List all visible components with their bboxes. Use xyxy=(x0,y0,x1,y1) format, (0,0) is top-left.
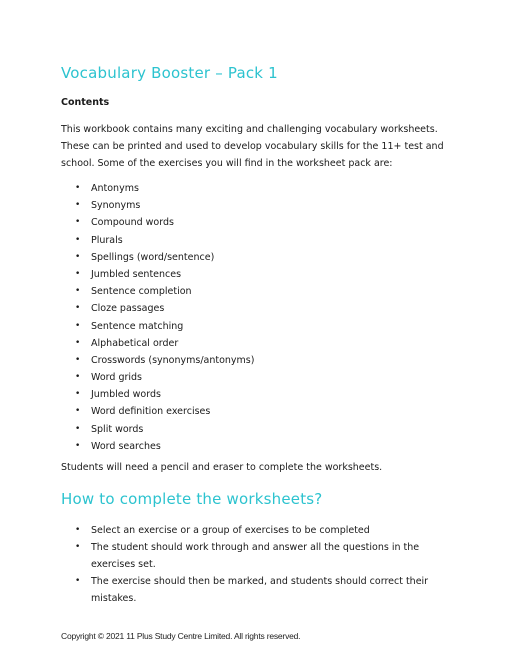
list-item-label: Crosswords (synonyms/antonyms) xyxy=(91,354,255,366)
list-item-label: Split words xyxy=(91,423,144,435)
list-item-label: Cloze passages xyxy=(91,303,165,315)
bullet-icon: • xyxy=(75,576,81,586)
list-item-label: Sentence completion xyxy=(91,286,192,298)
bullet-icon: • xyxy=(75,372,81,383)
list-item-label: Word grids xyxy=(91,372,142,384)
bullet-icon: • xyxy=(75,303,81,314)
list-item-label: Antonyms xyxy=(91,183,139,194)
bullet-icon: • xyxy=(75,234,81,245)
list-item xyxy=(75,300,254,317)
step-text-line: mistakes. xyxy=(91,593,137,604)
list-item-label: Jumbled sentences xyxy=(91,268,182,280)
bullet-icon: • xyxy=(75,217,81,228)
list-item xyxy=(75,318,254,335)
list-item-label: Sentence matching xyxy=(91,320,184,332)
list-item-label: Alphabetical order xyxy=(91,337,179,349)
list-item xyxy=(75,283,254,300)
bullet-icon: • xyxy=(75,406,81,417)
bullet-icon: • xyxy=(75,320,81,331)
list-item-label: Plurals xyxy=(91,234,123,246)
bullet-icon: • xyxy=(75,542,81,552)
step-text-line: The student should work through and answer all the questions in the xyxy=(91,542,420,553)
bullet-icon: • xyxy=(75,337,81,348)
intro-line: This workbook contains many exciting and challenging vocabulary worksheets. xyxy=(61,124,438,135)
bullet-icon: • xyxy=(75,354,81,365)
step-item xyxy=(75,522,455,539)
exercise-list xyxy=(75,180,254,455)
intro-line: These can be printed and used to develop vocabulary skills for the 11+ test and xyxy=(61,141,444,152)
bullet-icon: • xyxy=(75,389,81,400)
contents-label: Contents xyxy=(61,97,110,108)
list-item xyxy=(75,438,254,455)
steps-list xyxy=(75,522,455,607)
list-item-label: Synonyms xyxy=(91,200,141,212)
bullet-icon: • xyxy=(75,251,81,262)
step-text-line: exercises set. xyxy=(91,559,156,570)
copyright-footer: Copyright © 2021 11 Plus Study Centre Limited. All rights reserved. xyxy=(61,631,301,641)
bullet-icon: • xyxy=(75,423,81,434)
list-item xyxy=(75,352,254,369)
list-item-label: Word searches xyxy=(91,440,161,452)
list-item xyxy=(75,369,254,386)
section-heading: How to complete the worksheets? xyxy=(61,490,323,508)
bullet-icon: • xyxy=(75,286,81,297)
bullet-icon: • xyxy=(75,183,81,193)
bullet-icon: • xyxy=(75,200,81,211)
bullet-icon: • xyxy=(75,440,81,451)
list-item xyxy=(75,386,254,403)
bullet-icon: • xyxy=(75,525,81,535)
list-item xyxy=(75,232,254,249)
list-item-label: Compound words xyxy=(91,217,174,229)
list-item-label: Spellings (word/sentence) xyxy=(91,251,215,263)
bullet-icon: • xyxy=(75,268,81,279)
materials-note: Students will need a pencil and eraser to complete the worksheets. xyxy=(61,462,383,473)
step-text-line: The exercise should then be marked, and students should correct their xyxy=(91,576,429,587)
list-item xyxy=(75,335,254,352)
list-item xyxy=(75,197,254,214)
list-item xyxy=(75,421,254,438)
step-text-line: Select an exercise or a group of exercises to be completed xyxy=(91,525,370,536)
list-item xyxy=(75,249,254,266)
list-item-label: Jumbled words xyxy=(91,389,161,401)
page-title: Vocabulary Booster – Pack 1 xyxy=(61,64,278,82)
step-item xyxy=(75,539,455,573)
list-item xyxy=(75,214,254,231)
step-item xyxy=(75,573,455,607)
list-item xyxy=(75,180,254,197)
intro-line: school. Some of the exercises you will find in the worksheet pack are: xyxy=(61,158,393,169)
list-item xyxy=(75,403,254,420)
intro-paragraph xyxy=(61,121,461,172)
list-item-label: Word definition exercises xyxy=(91,406,211,418)
list-item xyxy=(75,266,254,283)
